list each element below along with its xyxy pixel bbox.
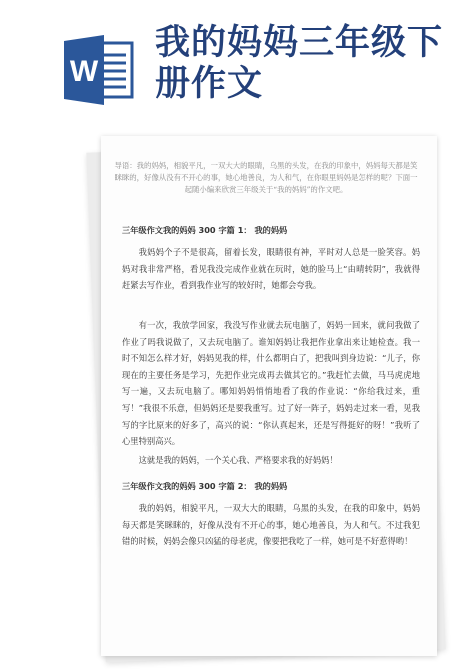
section-1-title: 三年级作文我的妈妈 300 字篇 1： 我的妈妈 bbox=[122, 225, 288, 235]
section-2-title: 三年级作文我的妈妈 300 字篇 2： 我的妈妈 bbox=[122, 481, 288, 491]
section-1-paragraph-3: 这就是我的妈妈，一个关心我、严格要求我的好妈妈！ bbox=[138, 455, 338, 465]
section-2-paragraph-1: 我的妈妈，相貌平凡，一双大大的眼睛，乌黑的头发，在我的印象中，妈妈每天都是笑眯眯的，好像从没有不开心的事，她心地善良，为人和气。不过我犯错的时候，妈妈会像只凶猛的母老虎，像要把我吃了一样，她可是不好惹得哟！ bbox=[122, 503, 420, 547]
header-banner bbox=[0, 0, 474, 150]
page-title bbox=[155, 22, 455, 104]
intro-text: 导语：我的妈妈，相貌平凡，一双大大的眼睛，乌黑的头发，在我的印象中，妈妈每天都是笑眯眯的，好像从没有不开心的事，她心地善良，为人和气，在你眼里妈妈是怎样的呢？下面一起随小编来欣赏三年级关于“我的妈妈”的作文吧。 bbox=[114, 161, 418, 194]
section-1-paragraph-2: 有一次，我放学回家，我没写作业就去玩电脑了，妈妈一回来，就问我做了作业了吗我说做了，又去玩电脑了。谁知妈妈让我把作业拿出来让她检查。我一时不知怎么样才好，妈妈见我的样，什么都明白了，把我叫到身边说：“儿子，你现在的主要任务是学习，先把作业完成再去做其它的。”我赶忙去做，马马虎虎地写一遍，又去玩电脑了。哪知妈妈悄悄地看了我的作业说：“你给我过来，重写！”我很不乐意，但妈妈还是要我重写。过了好一阵子，妈妈走过来一看，见我写的字比原来的好多了，高兴的说：“你认真起来，还是写得挺好的呀！”我听了心里特别高兴。 bbox=[122, 320, 420, 447]
title-line-2: 册作文 bbox=[155, 63, 264, 104]
section-1-paragraph-1: 我妈妈个子不是很高，留着长发，眼睛很有神，平时对人总是一脸笑容。妈妈对我非常严格，看见我没完成作业就在玩时，她的脸马上“由晴转阴”，我就得赶紧去写作业，看到我作业写的较好时，她都会夸我。 bbox=[122, 247, 420, 291]
word-icon bbox=[62, 33, 136, 107]
title-line-1: 我的妈妈三年级下 bbox=[155, 22, 444, 63]
word-icon-letter: W bbox=[69, 55, 99, 88]
